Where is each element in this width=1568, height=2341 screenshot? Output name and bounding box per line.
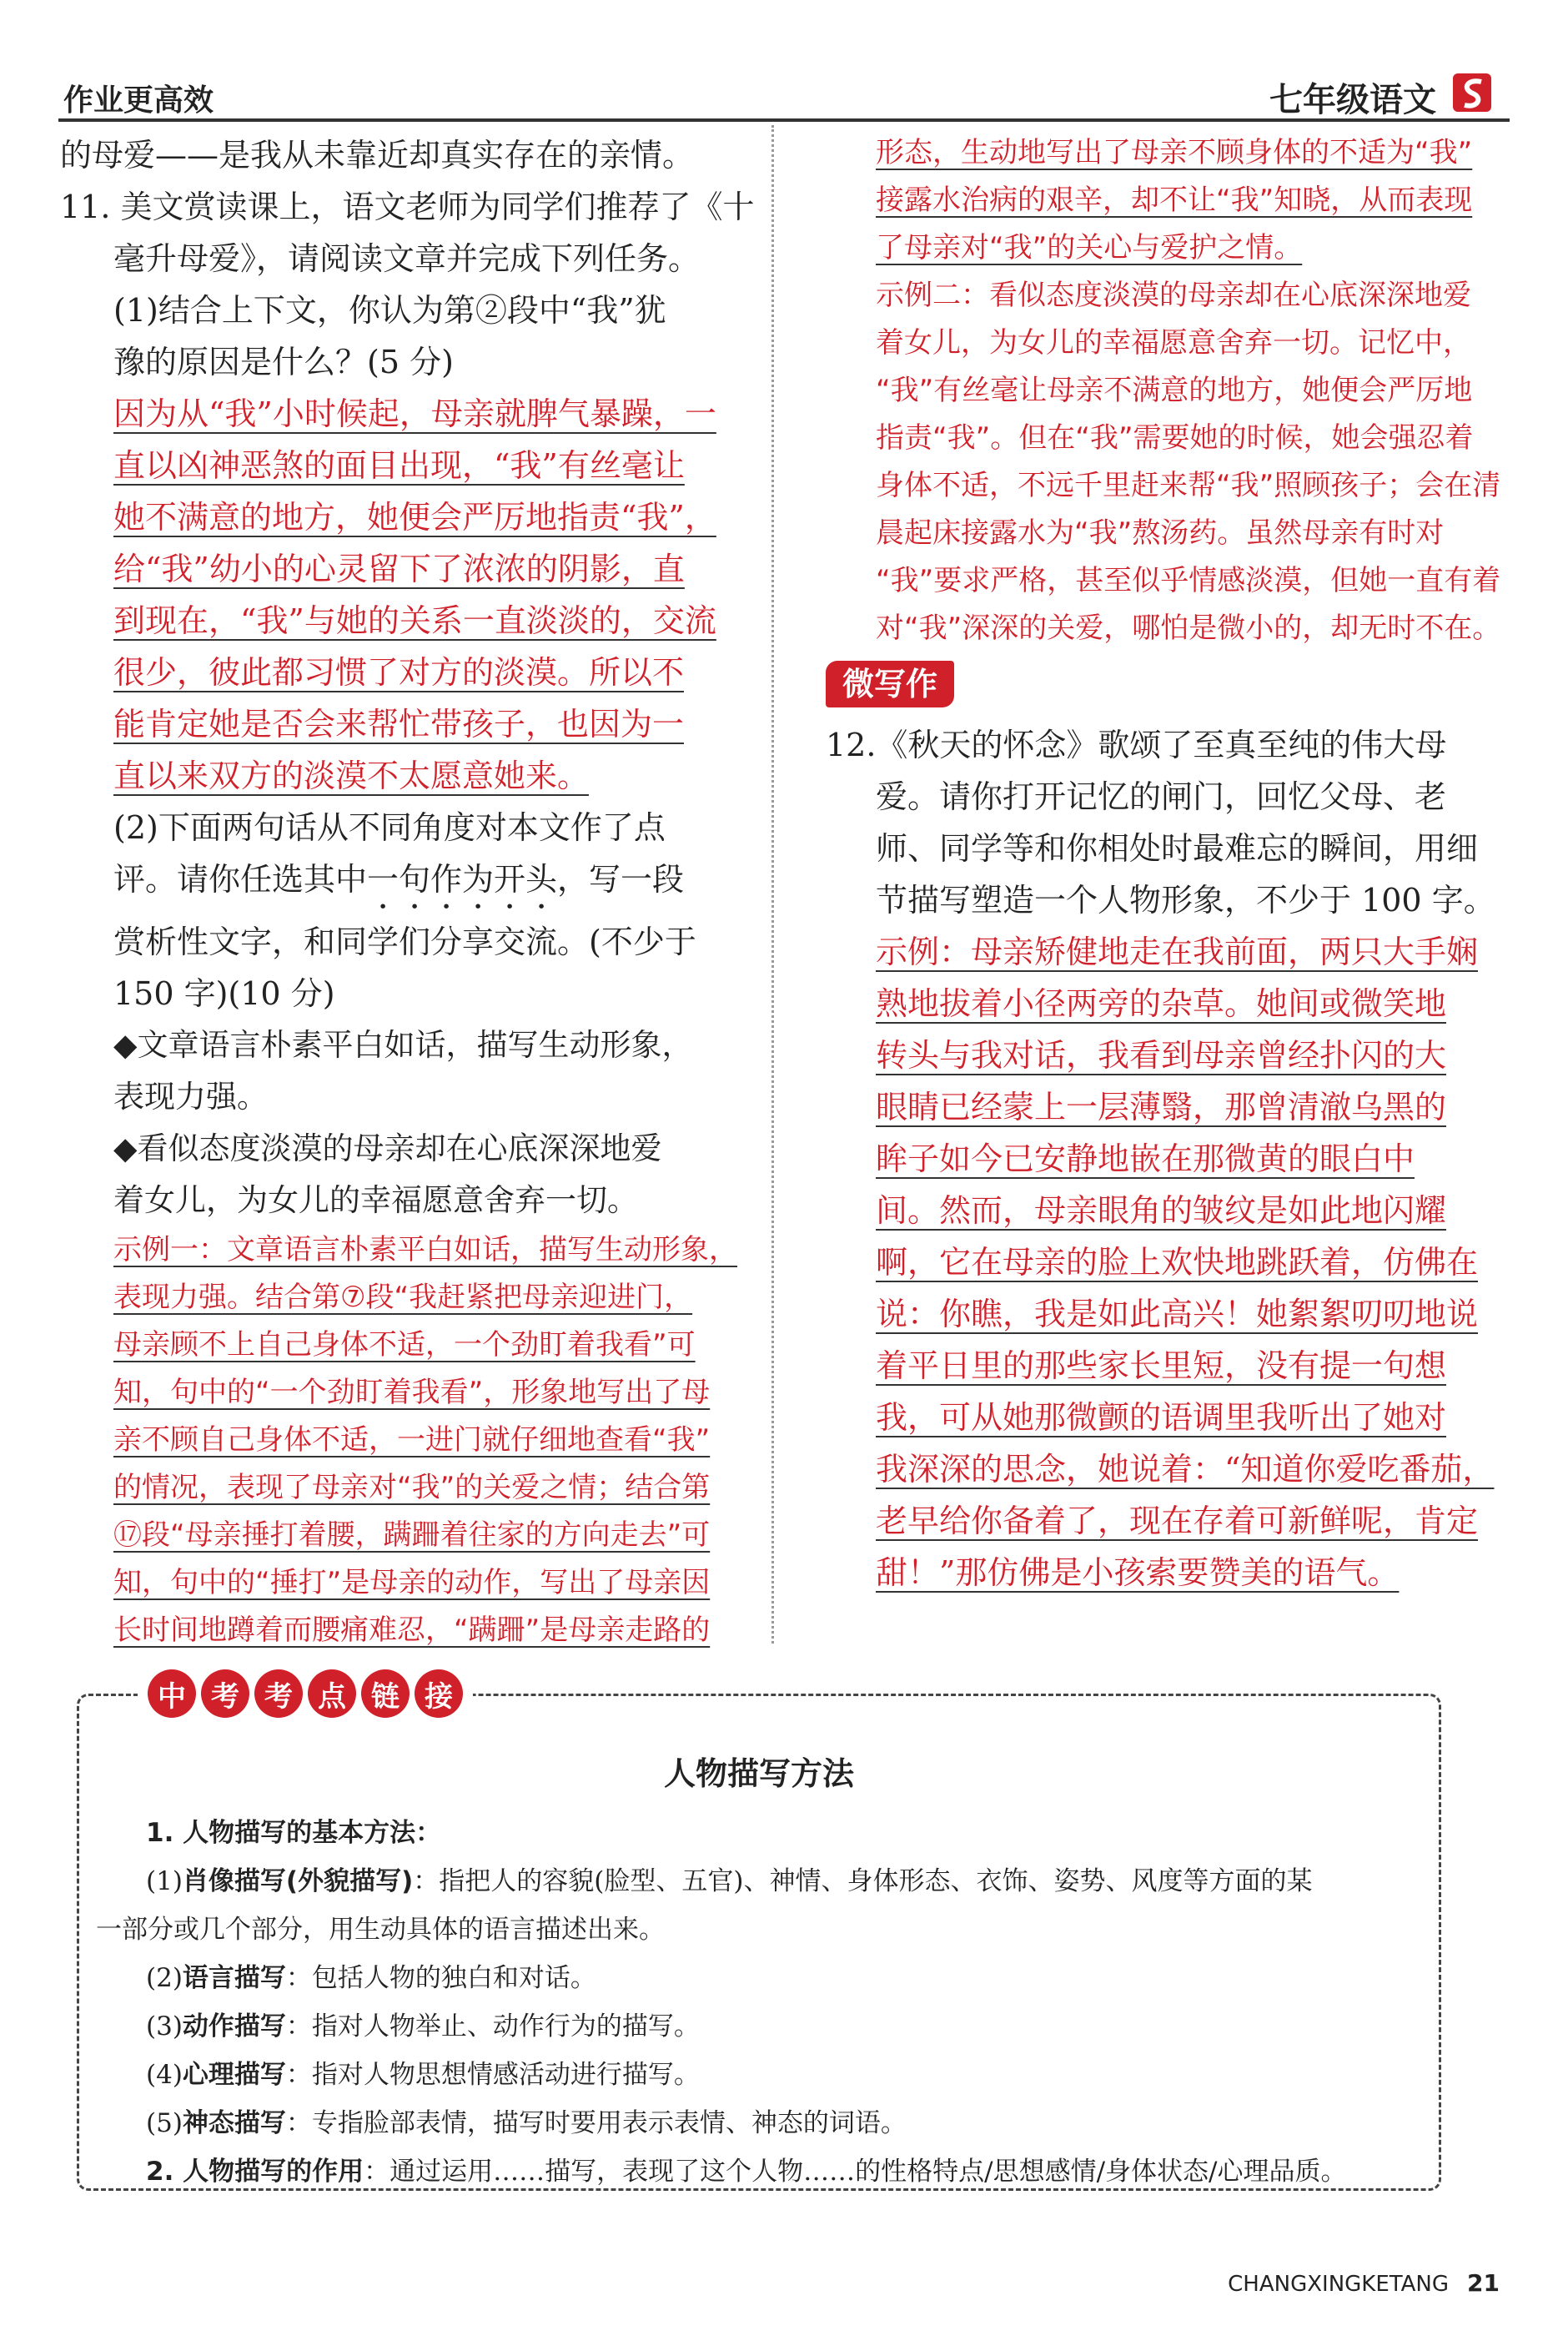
question-11-part2: 评。请你任选其中一句作为开头，写一段: [113, 861, 685, 898]
answer-line: 我深深的思念，她说着：“知道你爱吃番茄，: [876, 1451, 1495, 1488]
option-1: ◆文章语言朴素平白如话，描写生动形象，: [113, 1027, 693, 1063]
answer-line: 熟地拔着小径两旁的杂草。她间或微笑地: [876, 985, 1447, 1022]
answer-line: 对“我”深深的关爱，哪怕是微小的，却无时不在。: [876, 612, 1501, 645]
question-11-stem: 毫升母爱》，请阅读文章并完成下列任务。: [113, 240, 701, 277]
answer-line: 间。然而，母亲眼角的皱纹是如此地闪耀: [876, 1192, 1447, 1229]
answer-line: 表现力强。结合第⑦段“我赶紧把母亲迎进门，: [113, 1281, 693, 1314]
header-left-text: 作业更高效: [63, 83, 214, 118]
answer-line: 晨起床接露水为“我”熬汤药。虽然母亲有时对: [876, 516, 1445, 550]
option-1: 表现力强。: [113, 1079, 268, 1115]
badge-char: 考: [201, 1669, 249, 1718]
question-11-part2: 150 字)(10 分): [113, 975, 335, 1012]
answer-line: “我”要求严格，甚至似乎情感淡漠，但她一直有着: [876, 564, 1501, 597]
answer-line: 啊，它在母亲的脸上欢快地跳跃着，仿佛在: [876, 1244, 1479, 1281]
answer-line: 亲不顾自己身体不适，一进门就仔细地查看“我”: [113, 1423, 711, 1457]
answer-line: 接露水治病的艰辛，却不让“我”知晓，从而表现: [876, 184, 1473, 217]
answer-line: 转头与我对话，我看到母亲曾经扑闪的大: [876, 1037, 1447, 1074]
answer-line: 了母亲对“我”的关心与爱护之情。: [876, 231, 1303, 264]
answer-line: 形态，生动地写出了母亲不顾身体的不适为“我”: [876, 136, 1473, 169]
brand-logo-icon: [1450, 68, 1498, 117]
right-column: [826, 129, 1501, 1598]
question-12-stem: 12.《秋天的怀念》歌颂了至真至纯的伟大母: [826, 727, 1447, 763]
badge-char: 中: [148, 1669, 196, 1718]
answer-line: 的情况，表现了母亲对“我”的关爱之情；结合第: [113, 1471, 711, 1504]
box-line: (4)心理描写：指对人物思想情感活动进行描写。: [146, 2060, 700, 2090]
box-line: 2. 人物描写的作用：通过运用……描写，表现了这个人物……的性格特点/思想感情/身体状态/心理品质。: [146, 2157, 1347, 2187]
badge-char: 考: [254, 1669, 303, 1718]
answer-line: 我，可从她那微颤的语调里我听出了她对: [876, 1399, 1447, 1436]
answer-line: 说：你瞧，我是如此高兴！她絮絮叨叨地说: [876, 1296, 1479, 1332]
question-11-part1: (1)结合上下文，你认为第②段中“我”犹: [113, 292, 666, 329]
question-11-part2: (2)下面两句话从不同角度对本文作了点: [113, 809, 666, 846]
option-2: ◆看似态度淡漠的母亲却在心底深深地爱: [113, 1130, 662, 1166]
answer-line: “我”有丝毫让母亲不满意的地方，她便会严厉地: [876, 374, 1473, 407]
box-line: (3)动作描写：指对人物举止、动作行为的描写。: [146, 2011, 700, 2041]
column-divider: [771, 125, 774, 1644]
answer-line: 甜！”那仿佛是小孩索要赞美的语气。: [876, 1554, 1400, 1591]
left-column: [60, 129, 755, 1654]
answer-line: 知，句中的“一个劲盯着我看”，形象地写出了母: [113, 1376, 711, 1409]
answer-line: 示例一：文章语言朴素平白如话，描写生动形象，: [113, 1233, 737, 1266]
answer-line: 着女儿，为女儿的幸福愿意舍弃一切。记忆中，: [876, 326, 1471, 360]
page-footer: [1228, 2269, 1500, 2297]
answer-line: 身体不适，不远千里赶来帮“我”照顾孩子；会在清: [876, 469, 1501, 502]
answer-line: 指责“我”。但在“我”需要她的时候，她会强忍着: [876, 421, 1474, 455]
answer-line: 知，句中的“捶打”是母亲的动作，写出了母亲因: [113, 1566, 711, 1599]
box-title: 人物描写方法: [663, 1755, 854, 1792]
emphasis-text: 一句作为开头: [367, 861, 558, 898]
answer-line: 老早给你备着了，现在存着可新鲜呢，肯定: [876, 1503, 1479, 1539]
page-number: 21: [1467, 2269, 1500, 2297]
option-2: 着女儿，为女儿的幸福愿意舍弃一切。: [113, 1182, 638, 1218]
text-line: 的母爱——是我从未靠近却真实存在的亲情。: [60, 137, 695, 174]
answer-line: 眸子如今已安静地嵌在那微黄的眼白中: [876, 1140, 1415, 1177]
badge-char: 接: [415, 1669, 463, 1718]
answer-line: 母亲顾不上自己身体不适，一个劲盯着我看”可: [113, 1328, 696, 1362]
question-12-stem: 节描写塑造一个人物形象，不少于 100 字。: [876, 882, 1495, 919]
answer-line: 能肯定她是否会来帮忙带孩子，也因为一: [113, 706, 685, 743]
answer-line: 直以来双方的淡漠不太愿意她来。: [113, 758, 590, 794]
question-12-stem: 爱。请你打开记忆的闸门，回忆父母、老: [876, 778, 1447, 815]
answer-line: 示例二：看似态度淡漠的母亲却在心底深深地爱: [876, 279, 1471, 312]
micro-writing-badge: 微写作: [826, 661, 954, 707]
answer-line: 直以凶神恶煞的面目出现，“我”有丝毫让: [113, 447, 685, 484]
answer-line: 示例：母亲矫健地走在我前面，两只大手娴: [876, 934, 1479, 970]
answer-line: 眼睛已经蒙上一层薄翳，那曾清澈乌黑的: [876, 1089, 1447, 1125]
answer-line: 到现在，“我”与她的关系一直淡淡的，交流: [113, 602, 716, 639]
question-12-stem: 师、同学等和你相处时最难忘的瞬间，用细: [876, 830, 1479, 867]
box-line: 一部分或几个部分，用生动具体的语言描述出来。: [96, 1915, 665, 1945]
exam-link-box: [77, 1679, 1441, 2191]
footer-site: CHANGXINGKETANG: [1228, 2272, 1450, 2297]
question-11-part2: 赏析性文字，和同学们分享交流。(不少于: [113, 924, 696, 960]
header-right-text: 七年级语文: [1269, 81, 1436, 119]
header-rule: [58, 118, 1510, 122]
exam-link-badges: [138, 1669, 473, 1718]
answer-line: 给“我”幼小的心灵留下了浓浓的阴影，直: [113, 551, 685, 587]
box-line: (5)神态描写：专指脸部表情，描写时要用表示表情、神态的词语。: [146, 2108, 907, 2138]
answer-line: 因为从“我”小时候起，母亲就脾气暴躁，一: [113, 395, 716, 432]
answer-line: 着平日里的那些家长里短，没有提一句想: [876, 1347, 1447, 1384]
box-line: (1)肖像描写(外貌描写)：指把人的容貌(脸型、五官)、神情、身体形态、衣饰、姿势、风度等方面的某: [146, 1866, 1313, 1896]
box-line: 1. 人物描写的基本方法：: [146, 1818, 442, 1848]
badge-char: 链: [361, 1669, 410, 1718]
answer-line: 很少，彼此都习惯了对方的淡漠。所以不: [113, 654, 685, 691]
question-11-part1: 豫的原因是什么？(5 分): [113, 344, 454, 380]
answer-line: ⑰段“母亲捶打着腰，蹒跚着往家的方向走去”可: [113, 1518, 711, 1552]
badge-char: 点: [308, 1669, 356, 1718]
question-11-stem: 11. 美文赏读课上，语文老师为同学们推荐了《十: [60, 189, 755, 225]
box-body: [96, 1809, 1422, 2196]
answer-line: 她不满意的地方，她便会严厉地指责“我”，: [113, 499, 716, 536]
answer-line: 长时间地蹲着而腰痛难忍，“蹒跚”是母亲走路的: [113, 1614, 711, 1647]
page-header: [58, 73, 1510, 120]
box-line: (2)语言描写：包括人物的独白和对话。: [146, 1963, 596, 1993]
